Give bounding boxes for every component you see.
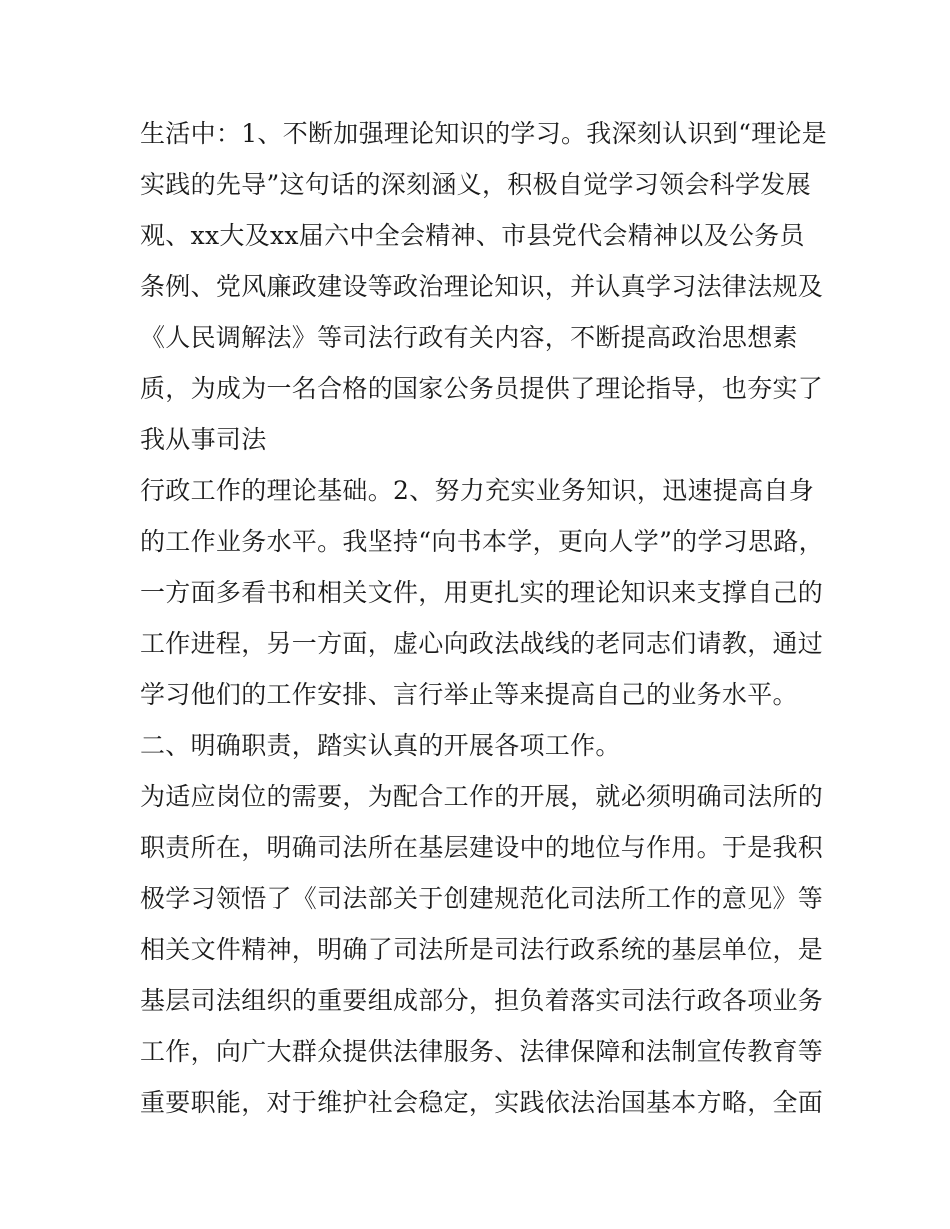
- text-line: 为适应岗位的需要，为配合工作的开展，就必须明确司法所的: [140, 782, 824, 811]
- document-body: [140, 108, 828, 1128]
- text-line: 生活中：1、不断加强理论知识的学习。我深刻认识到“理论是: [140, 119, 828, 148]
- text-line: 我从事司法: [140, 425, 267, 454]
- text-line: 重要职能，对于维护社会稳定，实践依法治国基本方略，全面: [140, 1088, 824, 1117]
- text-line: 工作进程，另一方面，虚心向政法战线的老同志们请教，通过: [140, 629, 824, 658]
- text-line: 条例、党风廉政建设等政治理论知识，并认真学习法律法规及: [140, 272, 824, 301]
- text-line: 学习他们的工作安排、言行举止等来提高自己的业务水平。: [140, 680, 798, 709]
- text-line: 基层司法组织的重要组成部分，担负着落实司法行政各项业务: [140, 986, 824, 1015]
- section-heading: 二、明确职责，踏实认真的开展各项工作。: [140, 731, 621, 760]
- text-line: 观、xx大及xx届六中全会精神、市县党代会精神以及公务员: [140, 221, 805, 250]
- text-line: 行政工作的理论基础。2、努力充实业务知识，迅速提高自身: [140, 476, 815, 505]
- text-line: 《人民调解法》等司法行政有关内容，不断提高政治思想素: [140, 323, 798, 352]
- text-line: 职责所在，明确司法所在基层建设中的地位与作用。于是我积: [140, 833, 824, 862]
- text-line: 极学习领悟了《司法部关于创建规范化司法所工作的意见》等: [140, 884, 824, 913]
- text-line: 的工作业务水平。我坚持“向书本学，更向人学”的学习思路，: [140, 527, 824, 556]
- text-line: 相关文件精神，明确了司法所是司法行政系统的基层单位，是: [140, 935, 824, 964]
- text-line: 实践的先导”这句话的深刻涵义，积极自觉学习领会科学发展: [140, 170, 811, 199]
- text-line: 工作，向广大群众提供法律服务、法律保障和法制宣传教育等: [140, 1037, 824, 1066]
- text-line: 质，为成为一名合格的国家公务员提供了理论指导，也夯实了: [140, 374, 824, 403]
- text-line: 一方面多看书和相关文件，用更扎实的理论知识来支撑自己的: [140, 578, 824, 607]
